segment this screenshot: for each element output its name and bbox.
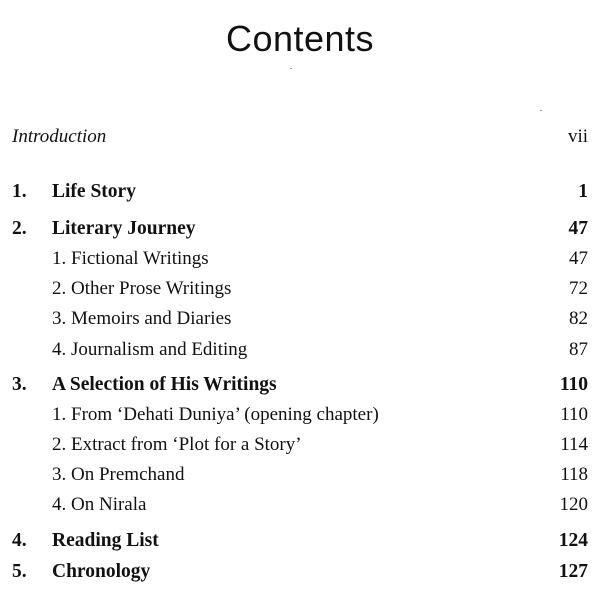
page-title: Contents (225, 18, 375, 59)
toc-entry-page: 118 (560, 464, 588, 485)
toc-entry-page: 47 (568, 218, 588, 239)
toc-entry-label: Chronology (52, 561, 151, 582)
toc-chapter-3[interactable] (0, 373, 600, 397)
toc-entry-page: 127 (558, 561, 588, 582)
toc-entry-label: 1. From ‘Dehati Duniya’ (opening chapter) (52, 404, 379, 425)
toc-section-2-1[interactable] (0, 247, 600, 271)
toc-chapter-number: 4. (12, 530, 27, 551)
toc-entry-page: 1 (578, 181, 588, 202)
toc-chapter-number: 5. (12, 561, 27, 582)
toc-chapter-1[interactable] (0, 180, 600, 204)
toc-section-2-4[interactable] (0, 338, 600, 362)
toc-entry-page: 87 (569, 339, 588, 360)
toc-chapter-number: 3. (12, 374, 27, 395)
toc-entry-page: 114 (560, 434, 588, 455)
toc-entry-label: Life Story (52, 181, 136, 202)
toc-entry-label: 3. On Premchand (52, 464, 185, 485)
toc-chapter-5[interactable] (0, 560, 600, 584)
toc-entry-page: 124 (558, 530, 588, 551)
toc-entry-page: vii (567, 126, 588, 147)
toc-section-2-2[interactable] (0, 277, 600, 301)
toc-entry-page: 110 (560, 404, 588, 425)
toc-entry-page: 72 (569, 278, 588, 299)
toc-entry-label: 4. Journalism and Editing (52, 339, 248, 360)
toc-entry-label: Literary Journey (52, 218, 196, 239)
toc-entry-label: Introduction (12, 126, 107, 147)
print-speck (540, 110, 542, 111)
toc-entry-label: 4. On Nirala (52, 494, 147, 515)
toc-section-3-3[interactable] (0, 463, 600, 487)
toc-entry-page: 82 (569, 308, 588, 329)
toc-section-3-2[interactable] (0, 433, 600, 457)
toc-entry-introduction[interactable] (0, 125, 600, 149)
toc-entry-label: Reading List (52, 530, 159, 551)
toc-entry-label: 1. Fictional Writings (52, 248, 209, 269)
toc-entry-label: 3. Memoirs and Diaries (52, 308, 232, 329)
toc-chapter-2[interactable] (0, 217, 600, 241)
toc-section-3-1[interactable] (0, 403, 600, 427)
toc-entry-label: 2. Other Prose Writings (52, 278, 232, 299)
toc-entry-page: 120 (559, 494, 588, 515)
toc-entry-page: 47 (569, 248, 588, 269)
toc-chapter-number: 1. (12, 181, 27, 202)
print-speck (290, 68, 292, 69)
toc-section-3-4[interactable] (0, 493, 600, 517)
toc-entry-page: 110 (559, 374, 588, 395)
toc-entry-label: 2. Extract from ‘Plot for a Story’ (52, 434, 302, 455)
toc-entry-label: A Selection of His Writings (52, 374, 277, 395)
toc-section-2-3[interactable] (0, 307, 600, 331)
toc-chapter-4[interactable] (0, 529, 600, 553)
toc-chapter-number: 2. (12, 218, 27, 239)
